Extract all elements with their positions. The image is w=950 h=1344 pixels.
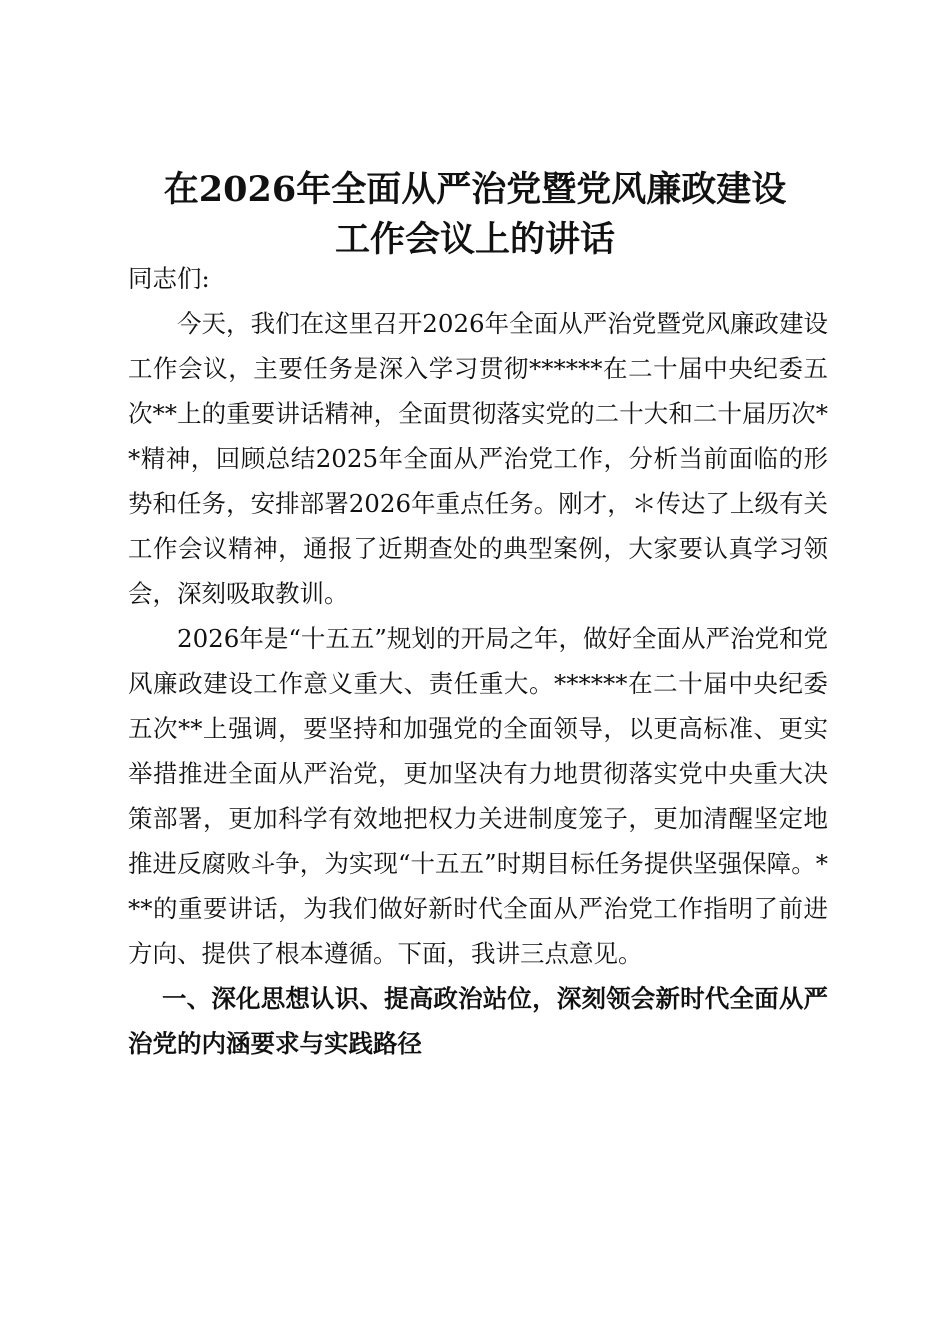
- paragraph-1: 今天，我们在这里召开2026年全面从严治党暨党风廉政建设工作会议，主要任务是深入学习贯彻******在二十届中央纪委五次**上的重要讲话精神，全面贯彻落实党的二十大和二十届历次**精神，回顾总结2025年全面从严治党工作，分析当前面临的形势和任务，安排部署2026年重点任务。刚才，＊传达了上级有关工作会议精神，通报了近期查处的典型案例，大家要认真学习领会，深刻吸取教训。: [128, 309, 828, 608]
- paragraph-2: 2026年是“十五五”规划的开局之年，做好全面从严治党和党风廉政建设工作意义重大、责任重大。******在二十届中央纪委五次**上强调，要坚持和加强党的全面领导，以更高标准、更实举措推进全面从严治党，更加坚决有力地贯彻落实党中央重大决策部署，更加科学有效地把权力关进制度笼子，更加清醒坚定地推进反腐败斗争，为实现“十五五”时期目标任务提供坚强保障。***的重要讲话，为我们做好新时代全面从严治党工作指明了前进方向、提供了根本遵循。下面，我讲三点意见。: [128, 624, 828, 968]
- salutation: 同志们:: [128, 264, 210, 293]
- document-body: [128, 256, 828, 1066]
- document-title-line-2: 工作会议上的讲话: [334, 219, 615, 260]
- document-title-line-1: 在2026年全面从严治党暨党风廉政建设: [163, 169, 787, 210]
- section-heading-1: 一、深化思想认识、提高政治站位，深刻领会新时代全面从严治党的内涵要求与实践路径: [128, 984, 828, 1058]
